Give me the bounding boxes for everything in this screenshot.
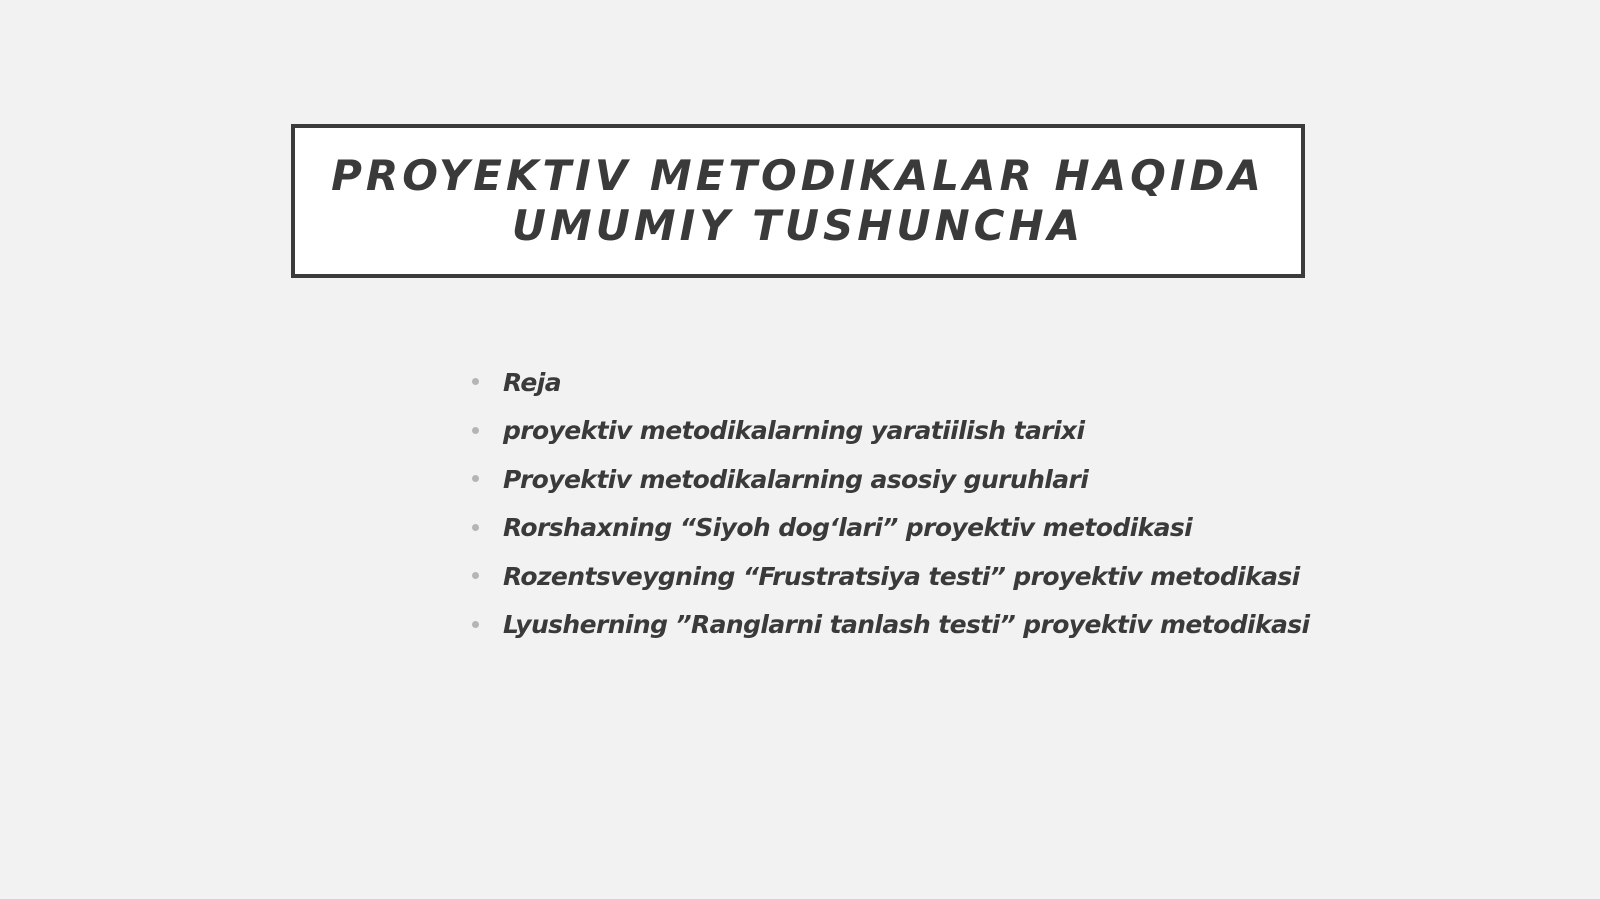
bullet-dot-icon [472,524,479,531]
bullet-dot-icon [472,427,479,434]
list-item [472,601,1310,650]
bullet-dot-icon [472,621,479,628]
bullet-dot-icon [472,475,479,482]
bullet-text: Rozentsveygning “Frustratsiya testi” proyektiv metodikasi [503,561,1300,591]
title-line-2: UMUMIY TUSHUNCHA [511,201,1085,250]
bullet-list [472,358,1310,649]
title-line-1: PROYEKTIV METODIKALAR HAQIDA [331,151,1265,200]
bullet-text: Reja [503,367,562,397]
bullet-text: Lyusherning ”Ranglarni tanlash testi” proyektiv metodikasi [503,610,1310,640]
bullet-text: proyektiv metodikalarning yaratiilish tarixi [503,416,1085,446]
list-item [472,552,1310,601]
list-item [472,407,1310,456]
list-item [472,358,1310,407]
list-item [472,504,1310,553]
title-box [291,124,1305,278]
bullet-text: Rorshaxning “Siyoh dog‘lari” proyektiv metodikasi [503,513,1193,543]
bullet-dot-icon [472,572,479,579]
bullet-dot-icon [472,378,479,385]
list-item [472,455,1310,504]
bullet-text: Proyektiv metodikalarning asosiy guruhlari [503,464,1089,494]
